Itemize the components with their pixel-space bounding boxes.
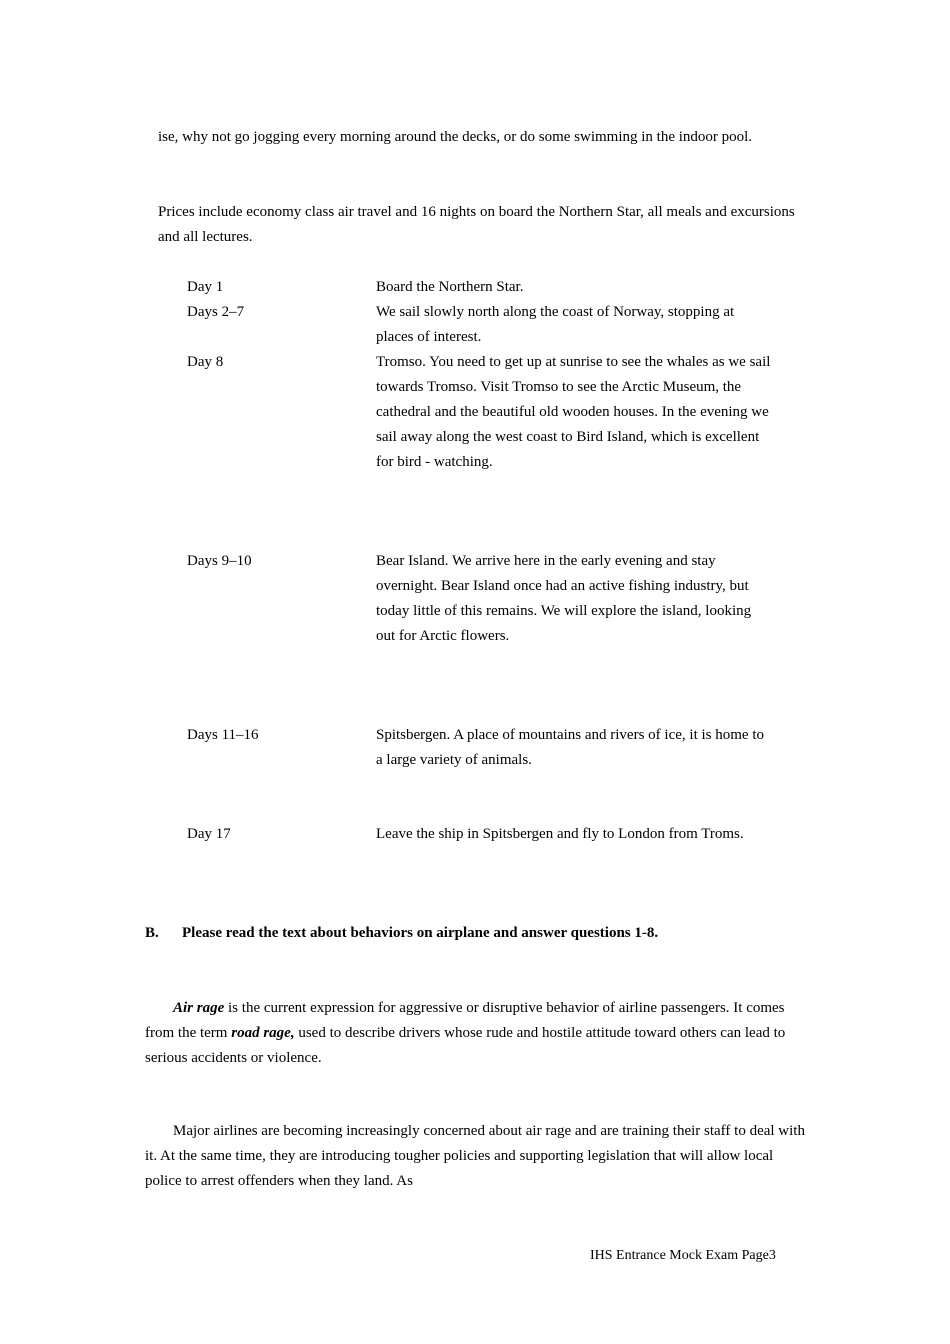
- itinerary-day: Days 11–16: [187, 727, 259, 743]
- itinerary-description: Tromso. You need to get up at sunrise to see the whales as we sail towards Tromso. Visit Tromso to see the Arctic Museum, the cathedral and the beautiful old wooden houses. In the evening we sail away along the west coast to Bird Island, which is excellent for bird - watching.: [376, 354, 771, 470]
- air-rage-paragraph-1: [145, 996, 810, 1071]
- itinerary-day: Days 2–7: [187, 304, 245, 320]
- itinerary-day: Day 17: [187, 826, 231, 842]
- paragraph-text: used to describe drivers whose rude and hostile attitude toward others can lead to serious accidents or violence.: [145, 1025, 786, 1066]
- itinerary-description: Leave the ship in Spitsbergen and fly to London from Troms.: [376, 826, 744, 842]
- itinerary-description: Spitsbergen. A place of mountains and rivers of ice, it is home to a large variety of animals.: [376, 727, 764, 768]
- paragraph-text: is the current expression for aggressive or disruptive behavior of airline passengers. It comes from the term: [145, 1000, 785, 1041]
- itinerary-day: Days 9–10: [187, 553, 252, 569]
- prices-paragraph: Prices include economy class air travel and 16 nights on board the Northern Star, all meals and excursions and all lectures.: [158, 204, 795, 245]
- itinerary-day: Day 8: [187, 354, 224, 370]
- air-rage-term: Air rage: [173, 1000, 225, 1016]
- page-footer: IHS Entrance Mock Exam Page3: [590, 1248, 776, 1263]
- road-rage-term: road rage,: [231, 1025, 295, 1041]
- itinerary-day: Day 1: [187, 279, 224, 295]
- air-rage-paragraph-2: Major airlines are becoming increasingly concerned about air rage and are training their staff to deal with it. At the same time, they are introducing tougher policies and supporting legislation that will allow local police to arrest offenders when they land. As: [145, 1123, 805, 1189]
- section-letter: B.: [145, 925, 159, 941]
- itinerary-description: Board the Northern Star.: [376, 279, 524, 295]
- itinerary-description: Bear Island. We arrive here in the early evening and stay overnight. Bear Island once had an active fishing industry, but today little of this remains. We will explore the island, looking out for Arctic flowers.: [376, 553, 752, 644]
- section-instruction: Please read the text about behaviors on airplane and answer questions 1-8.: [182, 925, 659, 941]
- itinerary-description: We sail slowly north along the coast of Norway, stopping at places of interest.: [376, 304, 735, 345]
- intro-paragraph: ise, why not go jogging every morning around the decks, or do some swimming in the indoor pool.: [158, 129, 753, 145]
